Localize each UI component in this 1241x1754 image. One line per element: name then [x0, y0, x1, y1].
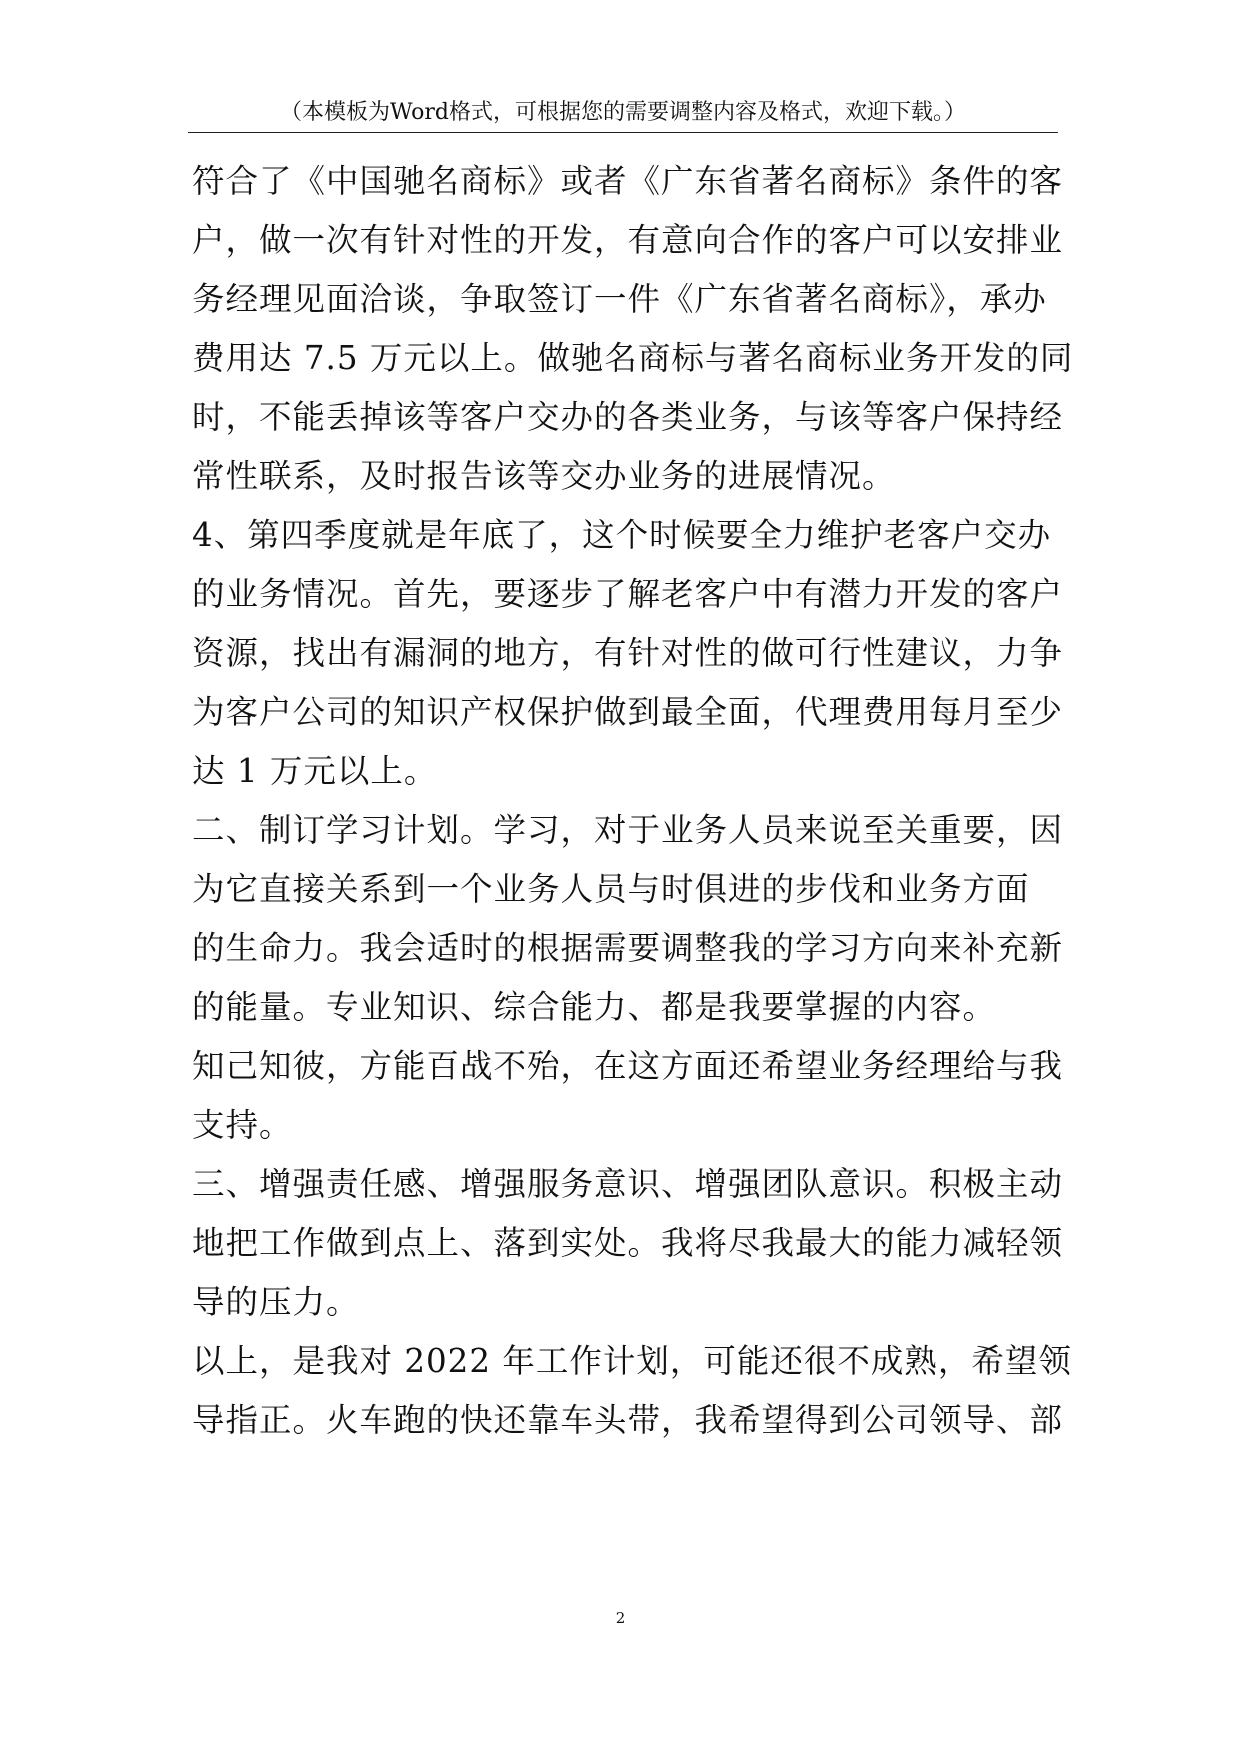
- text-line: 户，做一次有针对性的开发，有意向合作的客户可以安排业: [192, 221, 1064, 259]
- text-line: 符合了《中国驰名商标》或者《广东省著名商标》条件的客: [192, 162, 1064, 200]
- text-line: 费用达 7.5 万元以上。做驰名商标与著名商标业务开发的同: [192, 339, 1074, 377]
- text-line: 导的压力。: [192, 1283, 360, 1321]
- text-line: 地把工作做到点上、落到实处。我将尽我最大的能力减轻领: [192, 1224, 1064, 1262]
- text-line: 务经理见面洽谈，争取签订一件《广东省著名商标》，承办: [192, 280, 1047, 318]
- text-line: 三、增强责任感、增强服务意识、增强团队意识。积极主动: [192, 1165, 1064, 1203]
- header-divider: [188, 132, 1058, 133]
- text-line: 时，不能丢掉该等客户交办的各类业务，与该等客户保持经: [192, 398, 1064, 436]
- text-line: 常性联系，及时报告该等交办业务的进展情况。: [192, 457, 896, 495]
- text-line: 达 1 万元以上。: [192, 752, 438, 790]
- text-line: 的业务情况。首先，要逐步了解老客户中有潜力开发的客户: [192, 575, 1064, 613]
- text-line: 二、制订学习计划。学习，对于业务人员来说至关重要，因: [192, 811, 1064, 849]
- text-line: 4、第四季度就是年底了，这个时候要全力维护老客户交办: [192, 516, 1052, 554]
- text-line: 知己知彼，方能百战不殆，在这方面还希望业务经理给与我: [192, 1047, 1064, 1085]
- text-line: 资源，找出有漏洞的地方，有针对性的做可行性建议，力争: [192, 634, 1064, 672]
- page-number: 2: [615, 1609, 626, 1627]
- text-line: 为它直接关系到一个业务人员与时俱进的步伐和业务方面: [192, 870, 1030, 908]
- text-line: 为客户公司的知识产权保护做到最全面，代理费用每月至少: [192, 693, 1064, 731]
- text-line: 的生命力。我会适时的根据需要调整我的学习方向来补充新: [192, 929, 1064, 967]
- text-line: 的能量。专业知识、综合能力、都是我要掌握的内容。: [192, 988, 997, 1026]
- template-note: （本模板为Word格式，可根据您的需要调整内容及格式，欢迎下载。）: [280, 100, 966, 125]
- text-line: 以上，是我对 2022 年工作计划，可能还很不成熟，希望领: [192, 1342, 1072, 1380]
- text-line: 导指正。火车跑的快还靠车头带，我希望得到公司领导、部: [192, 1401, 1064, 1439]
- body-text: [192, 152, 1072, 1450]
- text-line: 支持。: [192, 1106, 293, 1144]
